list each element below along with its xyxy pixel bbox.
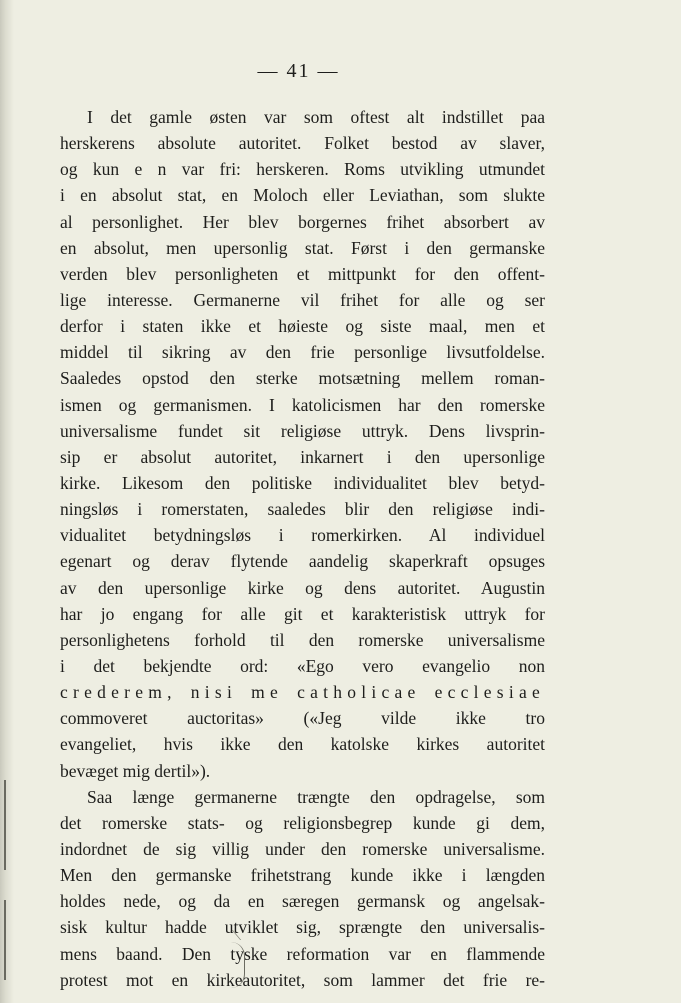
body-text	[60, 104, 545, 993]
bracket-mark	[228, 942, 245, 988]
text-line: lige interesse. Germanerne vil frihet for alle og ser	[60, 289, 545, 310]
text-line: sisk kultur hadde utviklet sig, sprængte den universalis-	[60, 917, 545, 938]
text-line: egenart og derav flytende aandelig skaperkraft opsuges	[60, 551, 545, 572]
text-line: universalisme fundet sit religiøse uttryk. Dens livsprin-	[60, 420, 545, 441]
text-line: Men den germanske frihetstrang kunde ikke i længden	[60, 865, 545, 886]
text-line: verden blev personligheten et mittpunkt for den offent-	[60, 263, 545, 284]
text-line: evangeliet, hvis ikke den katolske kirkes autoritet	[60, 734, 545, 755]
text-line: holdes nede, og da en særegen germansk og angelsak-	[60, 891, 545, 912]
text-line: Saaledes opstod den sterke motsætning mellem roman-	[60, 368, 545, 389]
text-line: mens baand. Den tyske reformation var en flammende	[60, 943, 545, 964]
text-line: ningsløs i romerstaten, saaledes blir den religiøse indi-	[60, 499, 545, 520]
text-line: det romerske stats- og religionsbegrep kunde gi dem,	[60, 812, 545, 833]
text-line: ismen og germanismen. I katolicismen har den romerske	[60, 394, 545, 415]
binding-mark	[4, 780, 6, 870]
page-edge	[0, 0, 14, 1003]
page-number: — 41 —	[257, 60, 340, 82]
binding-mark	[4, 900, 6, 980]
text-line: derfor i staten ikke et høieste og siste maal, men et	[60, 316, 545, 337]
text-line: al personlighet. Her blev borgernes frihet absorbert av	[60, 211, 545, 232]
text-line: I det gamle østen var som oftest alt indstillet paa	[87, 107, 545, 127]
text-line: middel til sikring av den frie personlige livsutfoldelse.	[60, 342, 545, 363]
text-line: protest mot en kirkeautoritet, som lammer det frie re-	[60, 969, 545, 990]
text-line: vidualitet betydningsløs i romerkirken. Al individuel	[60, 525, 545, 546]
text-line: kirke. Likesom den politiske individualitet blev betyd-	[60, 472, 545, 493]
text-line: har jo engang for alle git et karakteristisk uttryk for	[60, 603, 545, 624]
text-line: og kun e n var fri: herskeren. Roms utvikling utmundet	[60, 159, 545, 180]
text-line: i det bekjendte ord: «Ego vero evangelio non	[60, 655, 545, 676]
text-line: crederem, nisi me catholicae ecclesiae	[60, 682, 545, 703]
text-line: bevæget mig dertil»).	[60, 760, 211, 781]
text-line: Saa længe germanerne trængte den opdragelse, som	[87, 786, 545, 807]
text-line: herskerens absolute autoritet. Folket bestod av slaver,	[60, 133, 545, 154]
text-line: i en absolut stat, en Moloch eller Leviathan, som slukte	[60, 185, 545, 206]
text-line: sip er absolut autoritet, inkarnert i den upersonlige	[60, 446, 545, 467]
text-line: indordnet de sig villig under den romerske universalisme.	[60, 838, 545, 859]
text-line: en absolut, men upersonlig stat. Først i den germanske	[60, 237, 545, 258]
text-line: personlighetens forhold til den romerske universalisme	[60, 629, 545, 650]
text-line: commoveret auctoritas» («Jeg vilde ikke tro	[60, 708, 545, 729]
text-line: av den upersonlige kirke og dens autoritet. Augustin	[60, 577, 545, 598]
